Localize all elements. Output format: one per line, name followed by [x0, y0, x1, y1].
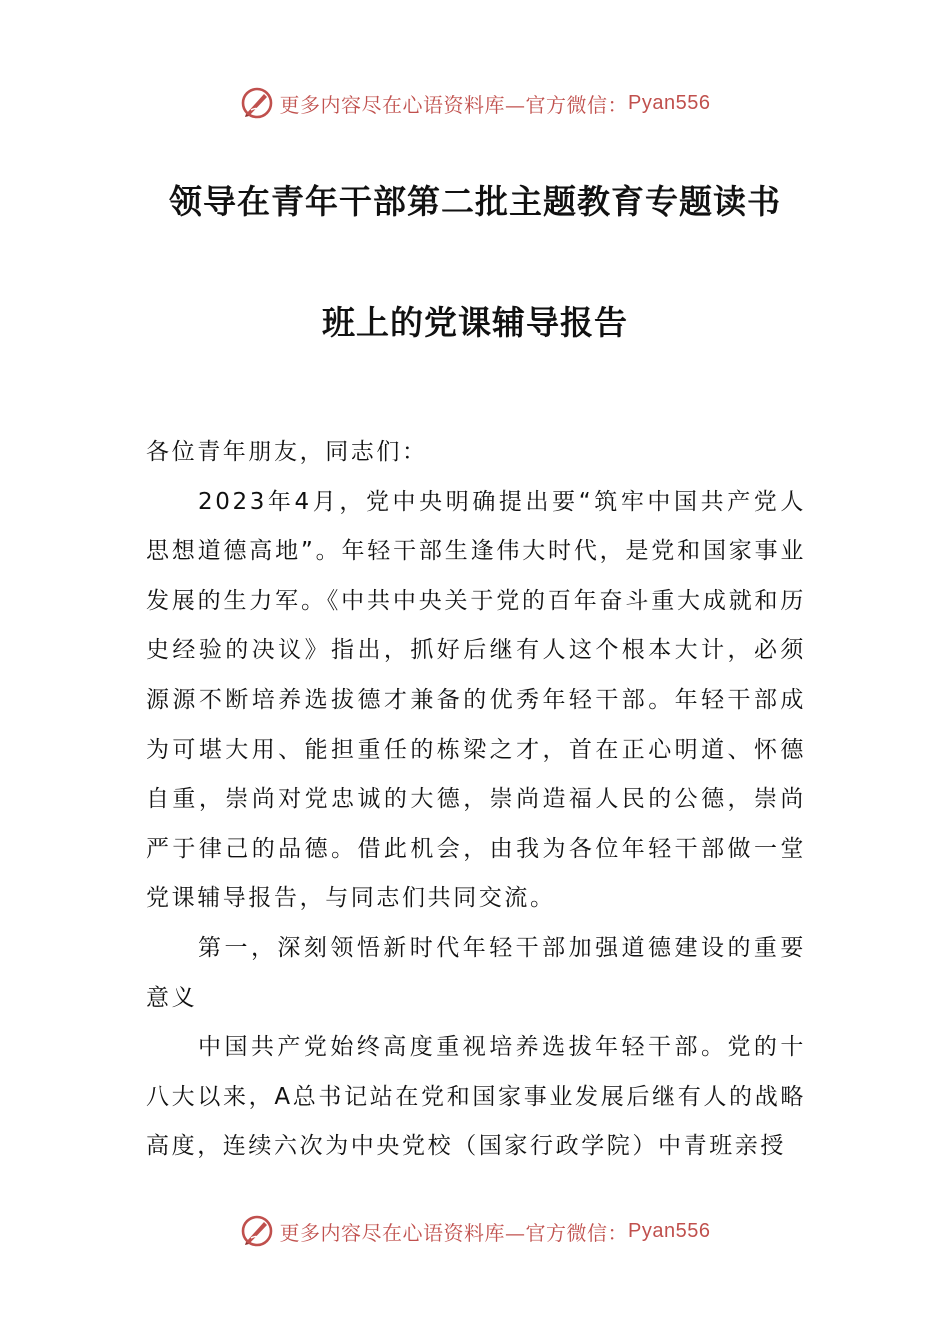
salutation: 各位青年朋友，同志们：: [146, 439, 428, 465]
document-body: [146, 428, 806, 1172]
header-watermark: [0, 83, 950, 123]
watermark-wechat-id: Pyan556: [628, 91, 711, 114]
pen-logo-icon: [240, 86, 274, 120]
watermark-text: 更多内容尽在心语资料库—官方微信：: [279, 1220, 629, 1245]
watermark-text: 更多内容尽在心语资料库—官方微信：: [279, 92, 629, 117]
document-title-line-2: 班上的党课辅导报告: [322, 303, 628, 342]
document-title-line-1: 领导在青年干部第二批主题教育专题读书: [169, 182, 781, 221]
pen-logo-icon: [240, 1214, 274, 1248]
footer-watermark: [0, 1211, 950, 1251]
section-heading: 第一，深刻领悟新时代年轻干部加强道德建设的重要意义: [146, 934, 806, 1011]
watermark-wechat-id: Pyan556: [628, 1219, 711, 1242]
paragraph: 中国共产党始终高度重视培养选拔年轻干部。党的十八大以来，A总书记站在党和国家事业发展后继有人的战略高度，连续六次为中央党校（国家行政学院）中青班亲授: [146, 1034, 806, 1160]
paragraph: 2023年4月，党中央明确提出要“筑牢中国共产党人思想道德高地”。年轻干部生逢伟大时代，是党和国家事业发展的生力军。《中共中央关于党的百年奋斗重大成就和历史经验的决议》指出，抓好后继有人这个根本大计，必须源源不断培养选拔德才兼备的优秀年轻干部。年轻干部成为可堪大用、能担重任的栋梁之才，首在正心明道、怀德自重，崇尚对党忠诚的大德，崇尚造福人民的公德，崇尚严于律己的品德。借此机会，由我为各位年轻干部做一堂党课辅导报告，与同志们共同交流。: [146, 488, 806, 912]
